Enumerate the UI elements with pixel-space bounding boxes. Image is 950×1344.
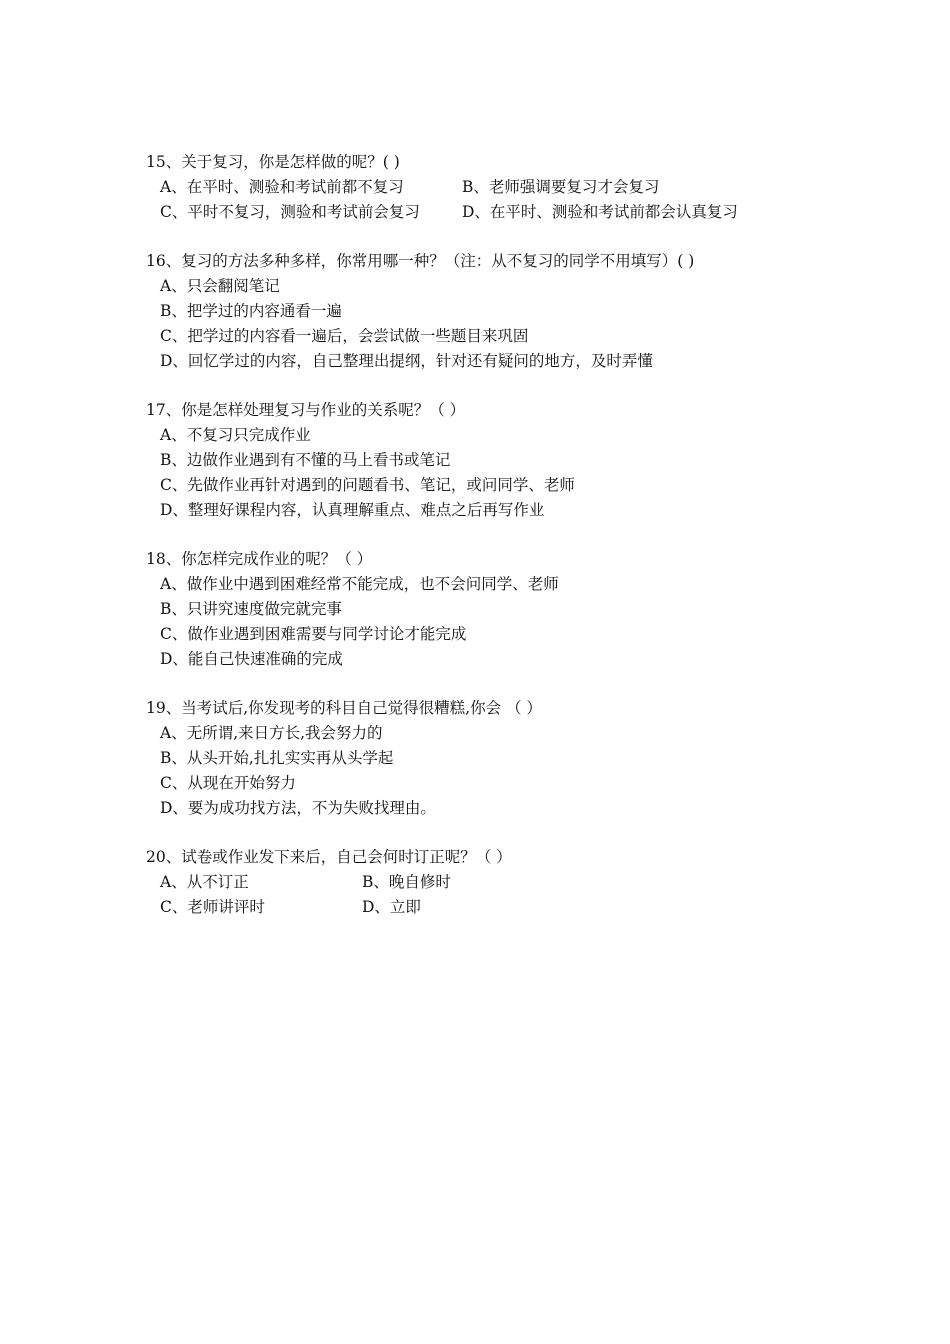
option-a: A、无所谓,来日方长,我会努力的 bbox=[160, 724, 383, 742]
questionnaire-page bbox=[146, 150, 926, 944]
question-stem: 19、当考试后,你发现考的科目自己觉得很糟糕,你会 （ ） bbox=[146, 699, 542, 717]
option-d: D、在平时、测验和考试前都会认真复习 bbox=[462, 203, 738, 221]
option-c: C、把学过的内容看一遍后，会尝试做一些题目来巩固 bbox=[160, 327, 529, 345]
question-stem: 16、复习的方法多种多样，你常用哪一种？（注：从不复习的同学不用填写）( ) bbox=[146, 252, 695, 270]
option-row bbox=[146, 895, 926, 920]
option-d: D、立即 bbox=[362, 898, 421, 916]
option-a: A、从不订正 bbox=[160, 873, 249, 891]
option-row bbox=[146, 175, 926, 200]
option-d: D、能自己快速准确的完成 bbox=[160, 650, 343, 668]
question-19 bbox=[146, 696, 926, 821]
option-c: C、做作业遇到困难需要与同学讨论才能完成 bbox=[160, 625, 467, 643]
question-20 bbox=[146, 845, 926, 920]
option-c: C、从现在开始努力 bbox=[160, 774, 296, 792]
option-d: D、要为成功找方法，不为失败找理由。 bbox=[160, 799, 436, 817]
option-c: C、平时不复习，测验和考试前会复习 bbox=[160, 203, 420, 221]
option-a: A、在平时、测验和考试前都不复习 bbox=[160, 178, 404, 196]
question-18 bbox=[146, 547, 926, 672]
option-b: B、边做作业遇到有不懂的马上看书或笔记 bbox=[160, 451, 451, 469]
option-a: A、只会翻阅笔记 bbox=[160, 277, 280, 295]
question-16 bbox=[146, 249, 926, 374]
option-d: D、回忆学过的内容，自己整理出提纲，针对还有疑问的地方，及时弄懂 bbox=[160, 352, 653, 370]
question-15 bbox=[146, 150, 926, 225]
question-stem: 18、你怎样完成作业的呢？（ ） bbox=[146, 550, 373, 568]
question-stem: 20、试卷或作业发下来后，自己会何时订正呢？（ ） bbox=[146, 848, 512, 866]
option-row bbox=[146, 200, 926, 225]
option-b: B、把学过的内容通看一遍 bbox=[160, 302, 342, 320]
question-17 bbox=[146, 398, 926, 523]
question-stem: 17、你是怎样处理复习与作业的关系呢？（ ） bbox=[146, 401, 466, 419]
option-c: C、先做作业再针对遇到的问题看书、笔记，或问同学、老师 bbox=[160, 476, 575, 494]
option-d: D、整理好课程内容，认真理解重点、难点之后再写作业 bbox=[160, 501, 545, 519]
option-c: C、老师讲评时 bbox=[160, 898, 265, 916]
option-a: A、做作业中遇到困难经常不能完成，也不会问同学、老师 bbox=[160, 575, 559, 593]
question-stem: 15、关于复习，你是怎样做的呢？( ) bbox=[146, 153, 400, 171]
option-b: B、老师强调要复习才会复习 bbox=[462, 178, 660, 196]
option-b: B、只讲究速度做完就完事 bbox=[160, 600, 342, 618]
option-b: B、从头开始,扎扎实实再从头学起 bbox=[160, 749, 394, 767]
option-a: A、不复习只完成作业 bbox=[160, 426, 311, 444]
option-b: B、晚自修时 bbox=[362, 873, 451, 891]
option-row bbox=[146, 870, 926, 895]
